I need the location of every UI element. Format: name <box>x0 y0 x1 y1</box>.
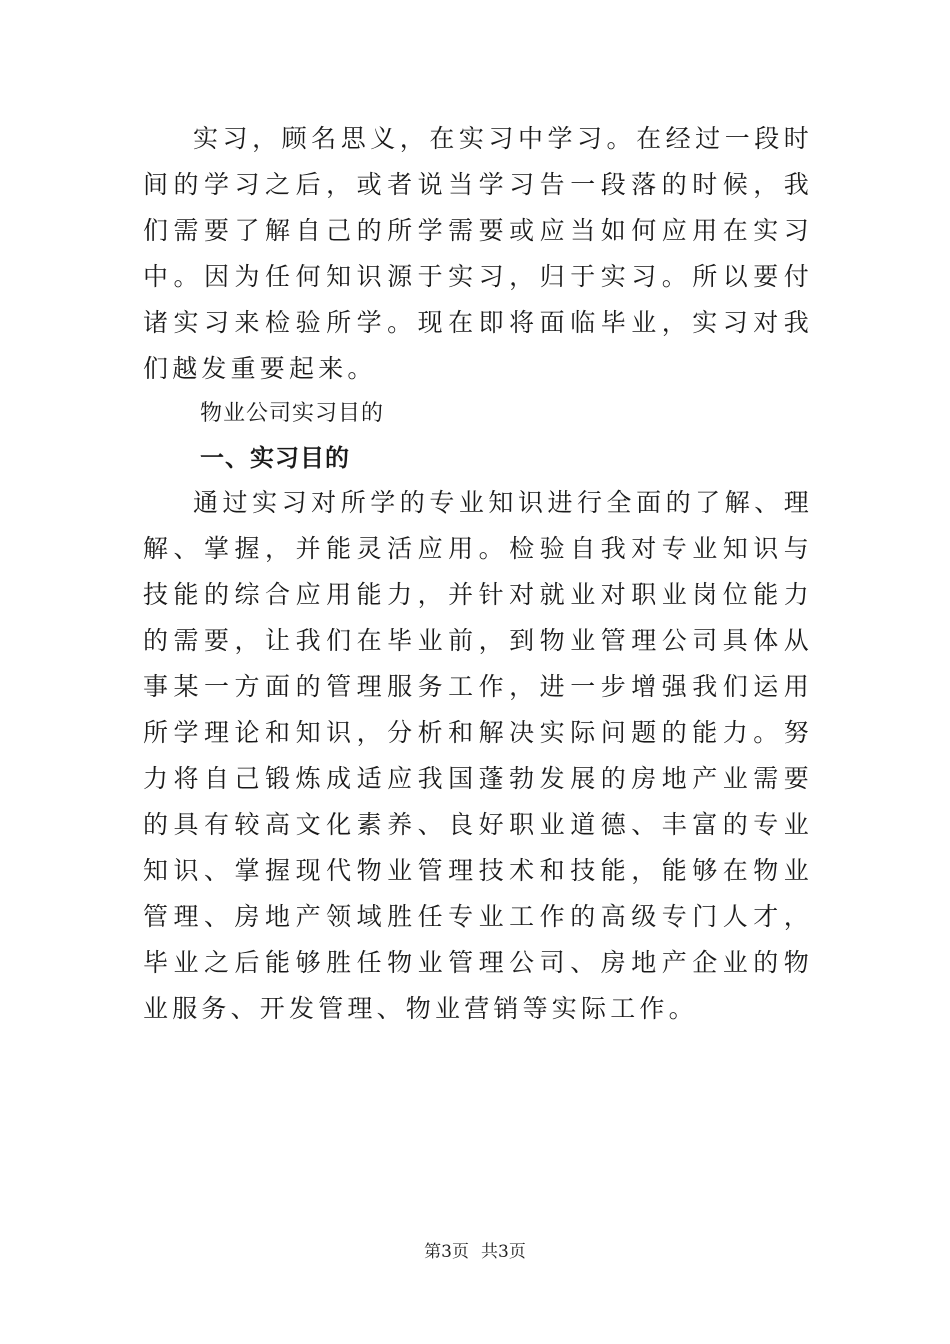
page-footer <box>0 1240 950 1264</box>
document-body <box>143 116 813 1032</box>
page-number-total: 共3页 <box>481 1242 526 1262</box>
purpose-paragraph: 通过实习对所学的专业知识进行全面的了解、理解、掌握，并能灵活应用。检验自我对专业知识与技能的综合应用能力，并针对就业对职业岗位能力的需要，让我们在毕业前，到物业管理公司具体从事某一方面的管理服务工作，进一步增强我们运用所学理论和知识，分析和解决实际问题的能力。努力将自己锻炼成适应我国蓬勃发展的房地产业需要的具有较高文化素养、良好职业道德、丰富的专业知识、掌握现代物业管理技术和技能，能够在物业管理、房地产领域胜任专业工作的高级专门人才，毕业之后能够胜任物业管理公司、房地产企业的物业服务、开发管理、物业营销等实际工作。 <box>143 488 813 1023</box>
section-heading: 一、实习目的 <box>200 444 350 472</box>
intro-paragraph: 实习，顾名思义，在实习中学习。在经过一段时间的学习之后，或者说当学习告一段落的时候，我们需要了解自己的所学需要或应当如何应用在实习中。因为任何知识源于实习，归于实习。所以要付诸实习来检验所学。现在即将面临毕业，实习对我们越发重要起来。 <box>143 124 813 383</box>
page-number-current: 第3页 <box>424 1242 469 1262</box>
section-title: 物业公司实习目的 <box>200 401 385 426</box>
